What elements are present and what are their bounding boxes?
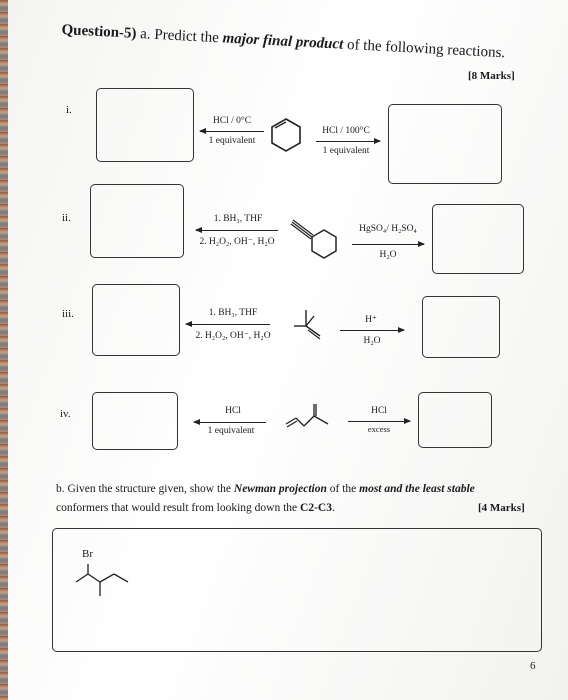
reaction-arrow-right: [352, 244, 424, 245]
answer-box-ii-left[interactable]: [90, 184, 184, 258]
question-title: Question-5) a. Predict the major final product of the following reactions.: [61, 22, 506, 62]
reagent-label: 2. H₂O₂, OH⁻, H₂O: [195, 331, 271, 341]
part-b-marks: [4 Marks]: [478, 502, 525, 514]
reaction-arrow-right: [316, 141, 380, 142]
alkene-structure: [292, 308, 328, 342]
part-a-marks: [8 Marks]: [468, 70, 515, 82]
answer-box-i-left[interactable]: [96, 88, 194, 162]
reaction-arrow-left: [194, 422, 266, 423]
reagent-label: H⁺: [365, 315, 377, 325]
reagent-label: H₂O: [379, 250, 397, 260]
answer-box-iv-left[interactable]: [92, 392, 178, 450]
bromine-label: Br: [82, 548, 93, 560]
reagent-label: HCl: [371, 406, 387, 416]
answer-box-iii-left[interactable]: [92, 284, 180, 356]
reaction-arrow-left: [200, 131, 264, 132]
page-number: 6: [530, 660, 536, 672]
reaction-numeral: iv.: [60, 408, 71, 420]
reagent-label: HCl / 100°C: [322, 126, 370, 136]
reaction-numeral: iii.: [62, 308, 74, 320]
reaction-arrow-right: [340, 330, 404, 331]
part-b-line-2: conformers that would result from looking down the C2-C3.: [56, 502, 335, 514]
reaction-arrow-right: [348, 421, 410, 422]
reagent-label: 2. H₂O₂, OH⁻, H₂O: [199, 237, 275, 247]
answer-box-ii-right[interactable]: [432, 204, 524, 274]
answer-box-i-right[interactable]: [388, 104, 502, 184]
reagent-label: 1. BH₃, THF: [213, 214, 263, 224]
reagent-label: HCl / 0°C: [212, 116, 252, 126]
answer-box-iv-right[interactable]: [418, 392, 492, 448]
reagent-label: 1 equivalent: [208, 136, 256, 146]
reagent-label: HgSO₄/ H₂SO₄: [359, 224, 417, 234]
part-b-line-1: b. Given the structure given, show the Newman projection of the most and the least stable: [56, 483, 475, 495]
reagent-label: 1. BH₃, THF: [208, 308, 258, 318]
reaction-numeral: ii.: [62, 212, 71, 224]
bromoalkane-structure: [70, 560, 132, 600]
reaction-numeral: i.: [66, 104, 72, 116]
diene-structure: [284, 402, 334, 432]
reagent-label: 1 equivalent: [207, 426, 255, 436]
reaction-arrow-left: [196, 230, 278, 231]
reaction-arrow-left: [186, 324, 270, 325]
reagent-label: H₂O: [363, 336, 381, 346]
answer-box-iii-right[interactable]: [422, 296, 500, 358]
alkynylcyclohexane-structure: [288, 210, 344, 260]
reagent-label: excess: [367, 424, 391, 434]
cyclohexene-structure: [266, 116, 306, 152]
reagent-label: 1 equivalent: [322, 146, 370, 156]
reagent-label: HCl: [225, 406, 241, 416]
